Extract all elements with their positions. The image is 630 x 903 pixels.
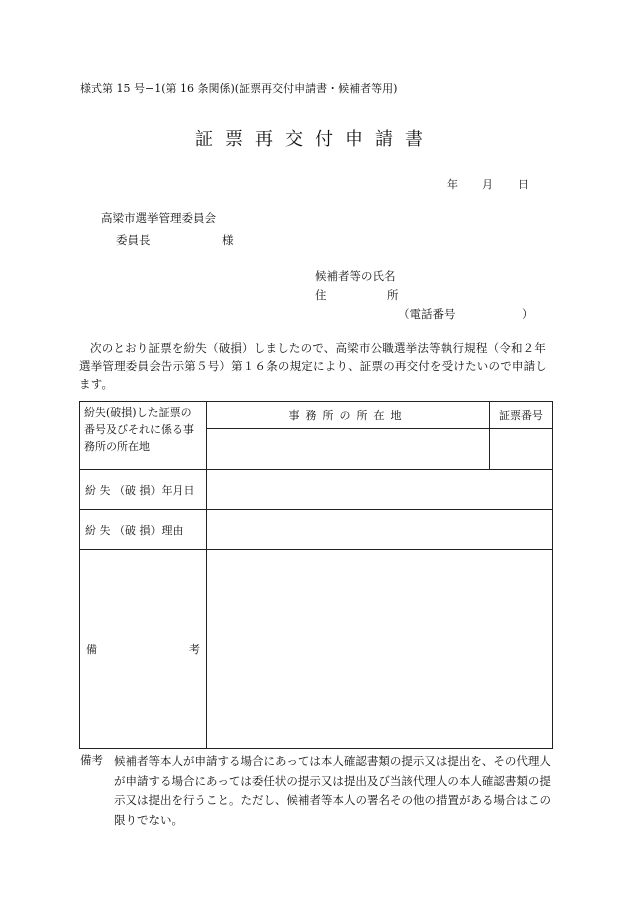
lost-date-label: 紛 失 （破 損）年月日	[80, 470, 207, 510]
office-address-header: 事務所の所在地	[207, 402, 490, 429]
date-day-label: 日	[518, 178, 529, 191]
date-year-label: 年	[447, 178, 458, 191]
lost-date-input[interactable]	[207, 470, 553, 510]
table-row	[80, 470, 553, 510]
application-table	[79, 401, 553, 749]
addressee-chair: 委員長	[116, 233, 151, 247]
addressee-committee: 高梁市選挙管理委員会	[101, 211, 216, 225]
lost-certificate-label: 紛失(破損)した証票の番号及びそれに係る事務所の所在地	[80, 402, 207, 470]
addressee-honorific: 様	[222, 233, 234, 247]
body-paragraph: 次のとおり証票を紛失（破損）しましたので、高梁市公職選挙法等執行規程（令和２年選挙管理委員会告示第５号）第１６条の規定により、証票の再交付を受けたいので申請します。	[79, 341, 547, 391]
applicant-name-label: 候補者等の氏名	[315, 269, 396, 283]
lost-reason-label: 紛 失 （破 損）理由	[80, 510, 207, 550]
applicant-phone-label: （電話番号	[398, 307, 456, 321]
certificate-number-input[interactable]	[490, 429, 553, 470]
note-heading: 備考	[80, 753, 103, 767]
remarks-label-2: 考	[189, 643, 200, 656]
table-row	[80, 510, 553, 550]
form-number: 様式第 15 号−1(第 16 条関係)(証票再交付申請書・候補者等用)	[80, 82, 398, 95]
table-row	[80, 402, 553, 429]
note-text: 候補者等本人が申請する場合にあっては本人確認書類の提示又は提出を、その代理人が申請する場合にあっては委任状の提示又は提出及び当該代理人の本人確認書類の提示又は提出を行うこと。ただし、候補者等本人の署名その他の措置がある場合はこの限りでない。	[114, 754, 551, 827]
applicant-address-label-1: 住	[315, 288, 327, 302]
applicant-phone-close: ）	[522, 307, 534, 321]
certificate-number-header: 証票番号	[490, 402, 553, 429]
remarks-label-1: 備	[86, 643, 97, 656]
page-title: 証票再交付申請書	[195, 129, 435, 150]
remarks-label	[80, 550, 207, 749]
lost-reason-input[interactable]	[207, 510, 553, 550]
table-row	[80, 550, 553, 749]
remarks-input[interactable]	[207, 550, 553, 749]
date-month-label: 月	[482, 178, 493, 191]
office-address-input[interactable]	[207, 429, 490, 470]
applicant-address-label-2: 所	[387, 288, 399, 302]
